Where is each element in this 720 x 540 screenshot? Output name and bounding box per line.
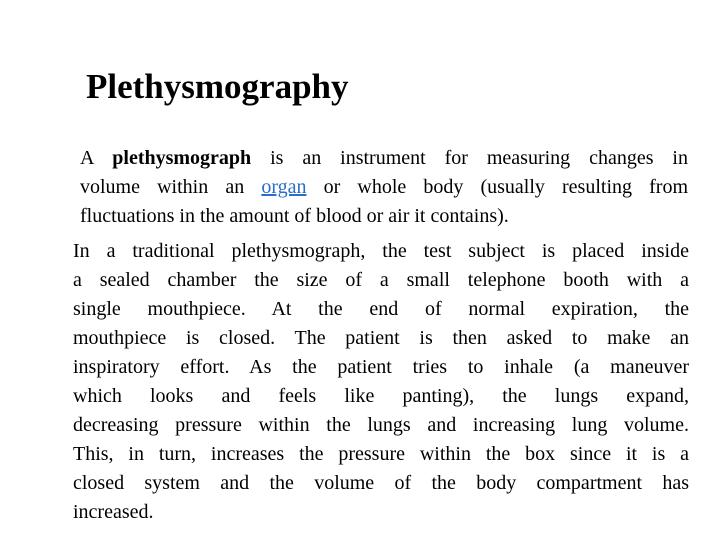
description-paragraph [73,237,689,527]
description-line-3: single mouthpiece. At the end of normal expiration, the [73,298,689,320]
term-plethysmograph: plethysmograph [112,147,252,169]
definition-line-2-prefix: volume within an [80,176,262,198]
organ-link[interactable]: organ [261,176,307,198]
description-line-10: increased. [73,501,154,523]
definition-line-1 [80,144,688,173]
definition-paragraph [80,144,688,231]
description-line-6: which looks and feels like panting), the lungs expand, [73,385,689,407]
description-line-2: a sealed chamber the size of a small telephone booth with a [73,269,689,291]
description-line-1: In a traditional plethysmograph, the test subject is placed inside [73,240,689,262]
definition-line-2 [80,173,688,202]
description-line-8: This, in turn, increases the pressure within the box since it is a [73,443,689,465]
description-line-5: inspiratory effort. As the patient tries to inhale (a maneuver [73,356,689,378]
definition-line-3: fluctuations in the amount of blood or air it contains). [80,205,509,227]
description-line-4: mouthpiece is closed. The patient is then asked to make an [73,327,689,349]
definition-line-1-suffix: is an instrument for measuring changes in [251,147,688,169]
description-line-7: decreasing pressure within the lungs and increasing lung volume. [73,414,689,436]
slide-title: Plethysmography [86,67,349,106]
description-line-9: closed system and the volume of the body compartment has [73,472,689,494]
definition-line-1-prefix: A [80,147,113,169]
definition-line-2-suffix: or whole body (usually resulting from [306,176,688,198]
